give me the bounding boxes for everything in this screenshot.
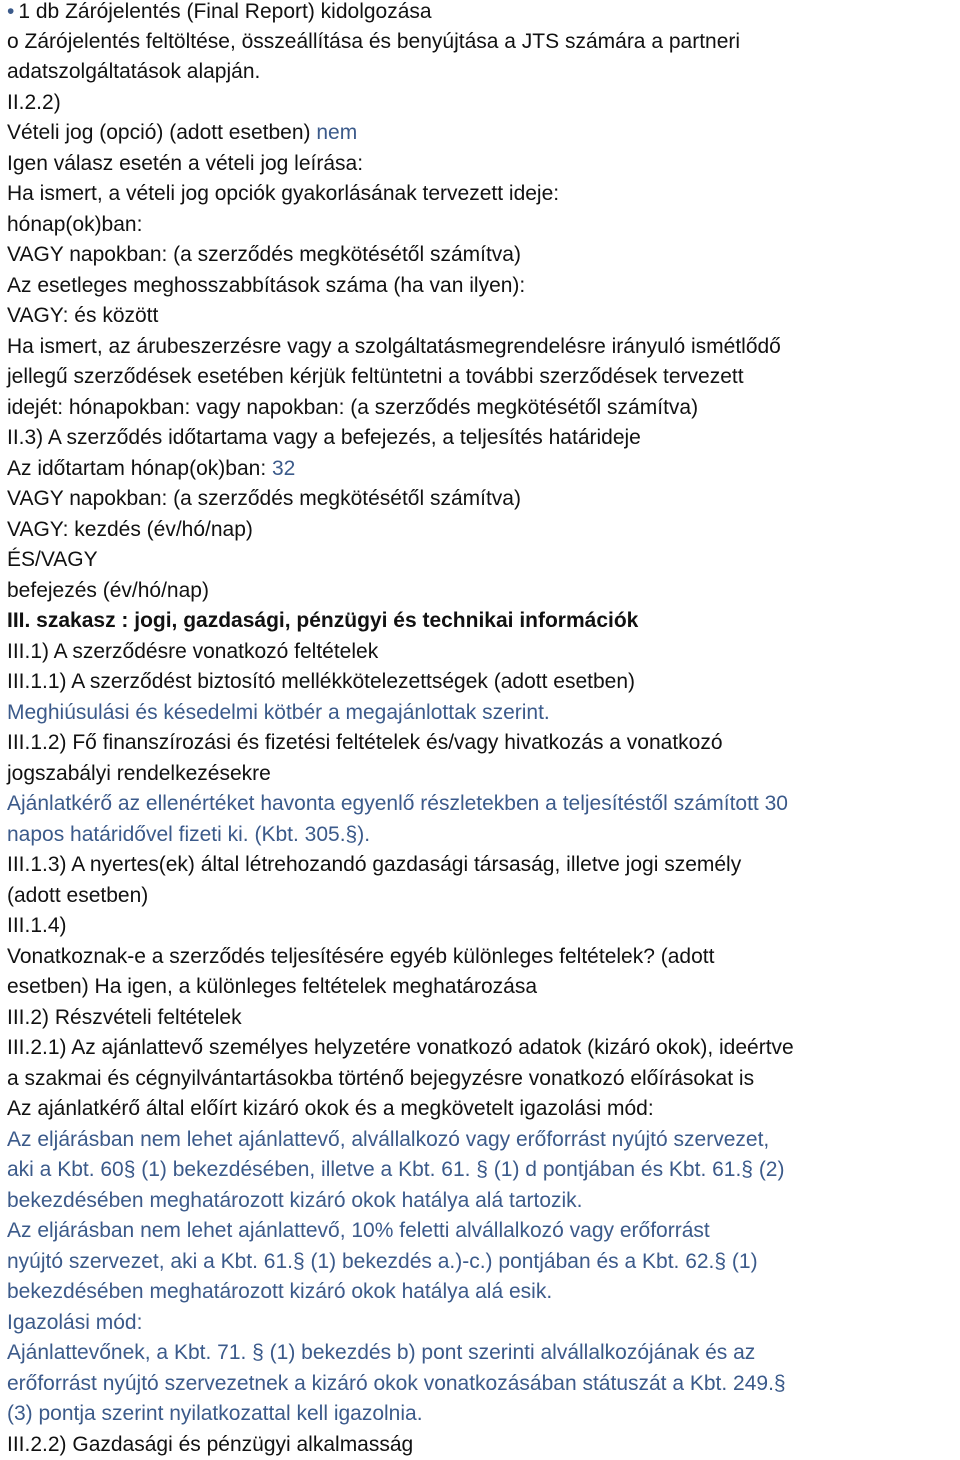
kizaro-okok-value-line-5: nyújtó szervezet, aki a Kbt. 61.§ (1) bekezdés a.)-c.) pontjában és a Kbt. 62.§ (1)	[7, 1250, 758, 1273]
iii12-value-line-1: Ajánlatkérő az ellenértéket havonta egyenlő részletekben a teljesítéstől számított 30	[7, 792, 788, 815]
section-heading-iii21-line-1: III.2.1) Az ajánlattevő személyes helyzetére vonatkozó adatok (kizáró okok), ideértve	[7, 1036, 794, 1059]
vagy-napokban-line-1: VAGY napokban: (a szerződés megkötésétől számítva)	[7, 243, 521, 266]
idotartam-line	[7, 454, 295, 484]
veteli-jog-line	[7, 118, 357, 148]
idotartam-label: Az időtartam hónap(ok)ban:	[7, 457, 272, 480]
kizaro-okok-value-line-3: bekezdésében meghatározott kizáró okok hatálya alá tartozik.	[7, 1189, 583, 1212]
kulonleges-line-1: Vonatkoznak-e a szerződés teljesítésére egyéb különleges feltételek? (adott	[7, 945, 715, 968]
section-heading-iii11: III.1.1) A szerződést biztosító mellékkötelezettségek (adott esetben)	[7, 670, 636, 693]
veteli-jog-label: Vételi jog (opció) (adott esetben)	[7, 121, 317, 144]
meghosszabbitasok-line: Az esetleges meghosszabbítások száma (ha van ilyen):	[7, 274, 526, 297]
zarojelentes-line-2: adatszolgáltatások alapján.	[7, 60, 261, 83]
igazolas-value-line-2: erőforrást nyújtó szervezetnek a kizáró okok vonatkozásában státuszát a Kbt. 249.§	[7, 1372, 786, 1395]
iii11-value: Meghiúsulási és késedelmi kötbér a megajánlottak szerint.	[7, 701, 550, 724]
section-heading-ii3: II.3) A szerződés időtartama vagy a befejezés, a teljesítés határideje	[7, 426, 641, 449]
section-heading-iii1: III.1) A szerződésre vonatkozó feltételek	[7, 640, 379, 663]
section-heading-ii22: II.2.2)	[7, 91, 61, 114]
honapokban-line: hónap(ok)ban:	[7, 213, 143, 236]
opciok-ideje-line: Ha ismert, a vételi jog opciók gyakorlásának tervezett ideje:	[7, 182, 560, 205]
ismetlodo-line-2: jellegű szerződések esetében kérjük feltüntetni a további szerződések tervezett	[7, 365, 744, 388]
section-heading-iii22: III.2.2) Gazdasági és pénzügyi alkalmasság	[7, 1433, 414, 1456]
befejezes-line: befejezés (év/hó/nap)	[7, 579, 209, 602]
section-heading-iii14: III.1.4)	[7, 914, 67, 937]
igen-valasz-line: Igen válasz esetén a vételi jog leírása:	[7, 152, 364, 175]
section-heading-iii: III. szakasz : jogi, gazdasági, pénzügyi és technikai információk	[7, 609, 639, 632]
ismetlodo-line-3: idejét: hónapokban: vagy napokban: (a szerződés megkötésétől számítva)	[7, 396, 699, 419]
kizaro-okok-value-line-2: aki a Kbt. 60§ (1) bekezdésében, illetve a Kbt. 61. § (1) d pontjában és Kbt. 61.§ (2)	[7, 1158, 785, 1181]
bullet-marker: •	[7, 0, 15, 23]
vagy-es-kozott-line: VAGY: és között	[7, 304, 159, 327]
section-heading-iii21-line-2: a szakmai és cégnyilvántartásokba történő bejegyzésre vonatkozó előírásokat is	[7, 1067, 755, 1090]
section-heading-iii12-line-2: jogszabályi rendelkezésekre	[7, 762, 271, 785]
es-vagy-line: ÉS/VAGY	[7, 548, 98, 571]
kizaro-okok-label: Az ajánlatkérő által előírt kizáró okok és a megkövetelt igazolási mód:	[7, 1097, 654, 1120]
iii12-value-line-2: napos határidővel fizeti ki. (Kbt. 305.§).	[7, 823, 371, 846]
vagy-kezdes-line: VAGY: kezdés (év/hó/nap)	[7, 518, 253, 541]
zarojelentes-line-1: o Zárójelentés feltöltése, összeállítása és benyújtása a JTS számára a partneri	[7, 30, 741, 53]
igazolasi-mod-label: Igazolási mód:	[7, 1311, 143, 1334]
vagy-napokban-line-2: VAGY napokban: (a szerződés megkötésétől számítva)	[7, 487, 521, 510]
veteli-jog-value: nem	[316, 121, 358, 144]
section-heading-iii13-line-1: III.1.3) A nyertes(ek) által létrehozandó gazdasági társaság, illetve jogi személy	[7, 853, 742, 876]
kizaro-okok-value-line-6: bekezdésében meghatározott kizáró okok hatálya alá esik.	[7, 1280, 553, 1303]
bullet-line	[7, 0, 432, 27]
ismetlodo-line-1: Ha ismert, az árubeszerzésre vagy a szolgáltatásmegrendelésre irányuló ismétlődő	[7, 335, 781, 358]
bullet-text: 1 db Zárójelentés (Final Report) kidolgozása	[18, 0, 432, 23]
idotartam-value: 32	[271, 457, 296, 480]
section-heading-iii13-line-2: (adott esetben)	[7, 884, 149, 907]
kizaro-okok-value-line-4: Az eljárásban nem lehet ajánlattevő, 10% feletti alvállalkozó vagy erőforrást	[7, 1219, 710, 1242]
igazolas-value-line-3: (3) pontja szerint nyilatkozattal kell igazolnia.	[7, 1402, 423, 1425]
kulonleges-line-2: esetben) Ha igen, a különleges feltételek meghatározása	[7, 975, 538, 998]
section-heading-iii2: III.2) Részvételi feltételek	[7, 1006, 242, 1029]
kizaro-okok-value-line-1: Az eljárásban nem lehet ajánlattevő, alvállalkozó vagy erőforrást nyújtó szervezet,	[7, 1128, 770, 1151]
section-heading-iii12-line-1: III.1.2) Fő finanszírozási és fizetési feltételek és/vagy hivatkozás a vonatkozó	[7, 731, 723, 754]
igazolas-value-line-1: Ajánlattevőnek, a Kbt. 71. § (1) bekezdés b) pont szerinti alvállalkozójának és az	[7, 1341, 756, 1364]
